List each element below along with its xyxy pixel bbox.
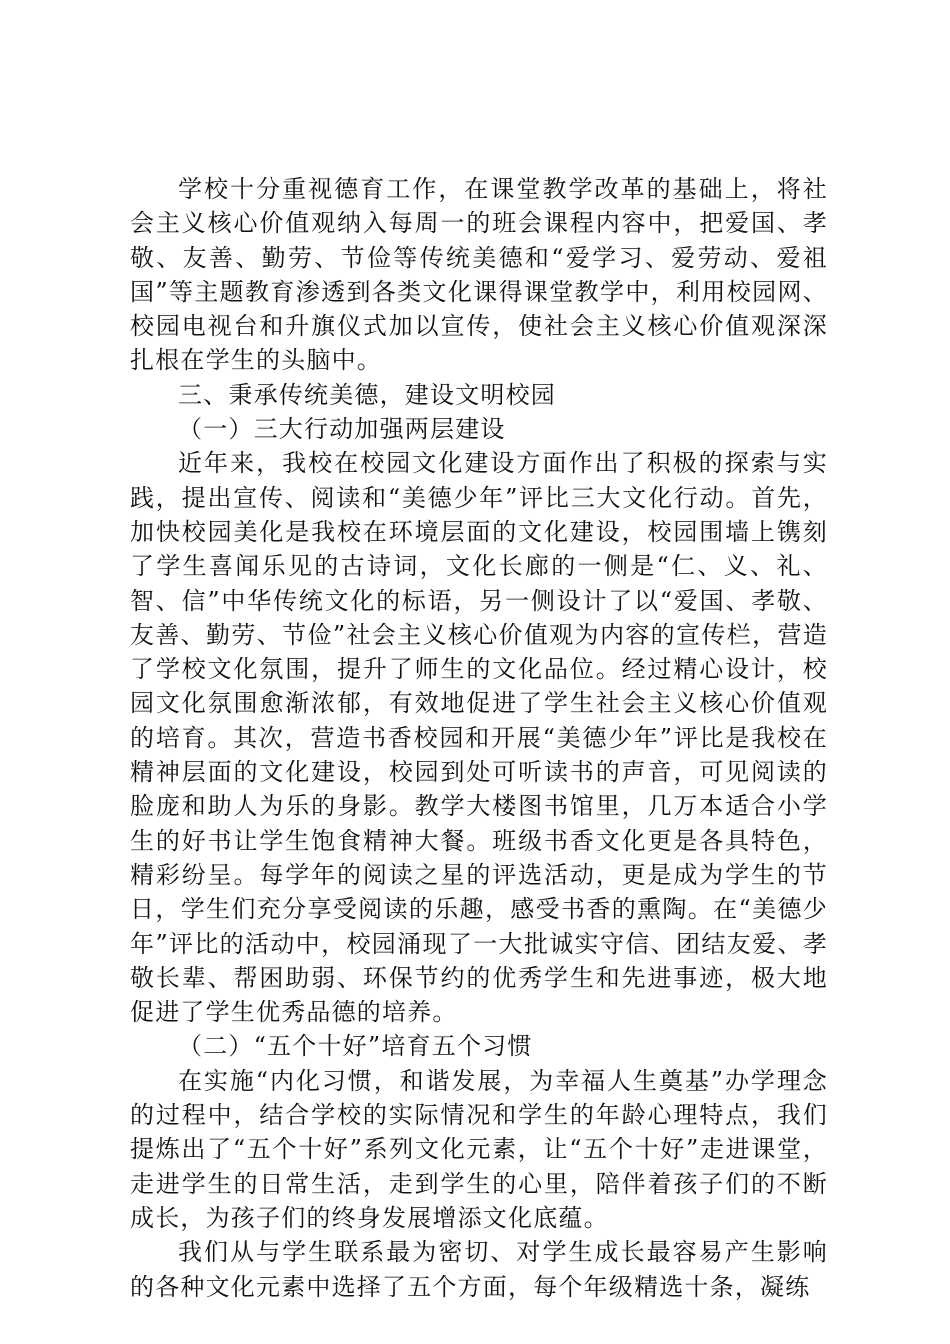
section-heading-three: 三、秉承传统美德，建设文明校园 (178, 380, 556, 409)
paragraph-school-philosophy: 在实施“内化习惯，和谐发展，为幸福人生奠基”办学理念的过程中，结合学校的实际情况和学生的年龄心理特点，我们提炼出了“五个十好”系列文化元素，让“五个十好”走进课堂，走进学生的日常生活，走到学生的心里，陪伴着孩子们的不断成长，为孩子们的终身发展增添文化底蕴。 (130, 1066, 828, 1232)
document-body (130, 172, 828, 1304)
subsection-heading-one: （一）三大行动加强两层建设 (178, 415, 506, 444)
subsection-heading-two: （二）“五个十好”培育五个习惯 (178, 1032, 533, 1061)
paragraph-campus-culture: 近年来，我校在校园文化建设方面作出了积极的探索与实践，提出宣传、阅读和“美德少年”评比三大文化行动。首先，加快校园美化是我校在环境层面的文化建设，校园围墙上镌刻了学生喜闻乐见的古诗词，文化长廊的一侧是“仁、义、礼、智、信”中华传统文化的标语，另一侧设计了以“爱国、孝敬、友善、勤劳、节俭”社会主义核心价值观为内容的宣传栏，营造了学校文化氛围，提升了师生的文化品位。经过精心设计，校园文化氛围愈渐浓郁，有效地促进了学生社会主义核心价值观的培育。其次，营造书香校园和开展“美德少年”评比是我校在精神层面的文化建设，校园到处可听读书的声音，可见阅读的脸庞和助人为乐的身影。教学大楼图书馆里，几万本适合小学生的好书让学生饱食精神大餐。班级书香文化更是各具特色，精彩纷呈。每学年的阅读之星的评选活动，更是成为学生的节日，学生们充分享受阅读的乐趣，感受书香的熏陶。在“美德少年”评比的活动中，校园涌现了一大批诚实守信、团结友爱、孝敬长辈、帮困助弱、环保节约的优秀学生和先进事迹，极大地促进了学生优秀品德的培养。 (130, 449, 828, 1027)
paragraph-cultural-elements: 我们从与学生联系最为密切、对学生成长最容易产生影响的各种文化元素中选择了五个方面，每个年级精选十条，凝练 (130, 1238, 828, 1301)
paragraph-moral-education: 学校十分重视德育工作，在课堂教学改革的基础上，将社会主义核心价值观纳入每周一的班会课程内容中，把爱国、孝敬、友善、勤劳、节俭等传统美德和“爱学习、爱劳动、爱祖国”等主题教育渗透到各类文化课得课堂教学中，利用校园网、校园电视台和升旗仪式加以宣传，使社会主义核心价值观深深扎根在学生的头脑中。 (130, 175, 828, 375)
